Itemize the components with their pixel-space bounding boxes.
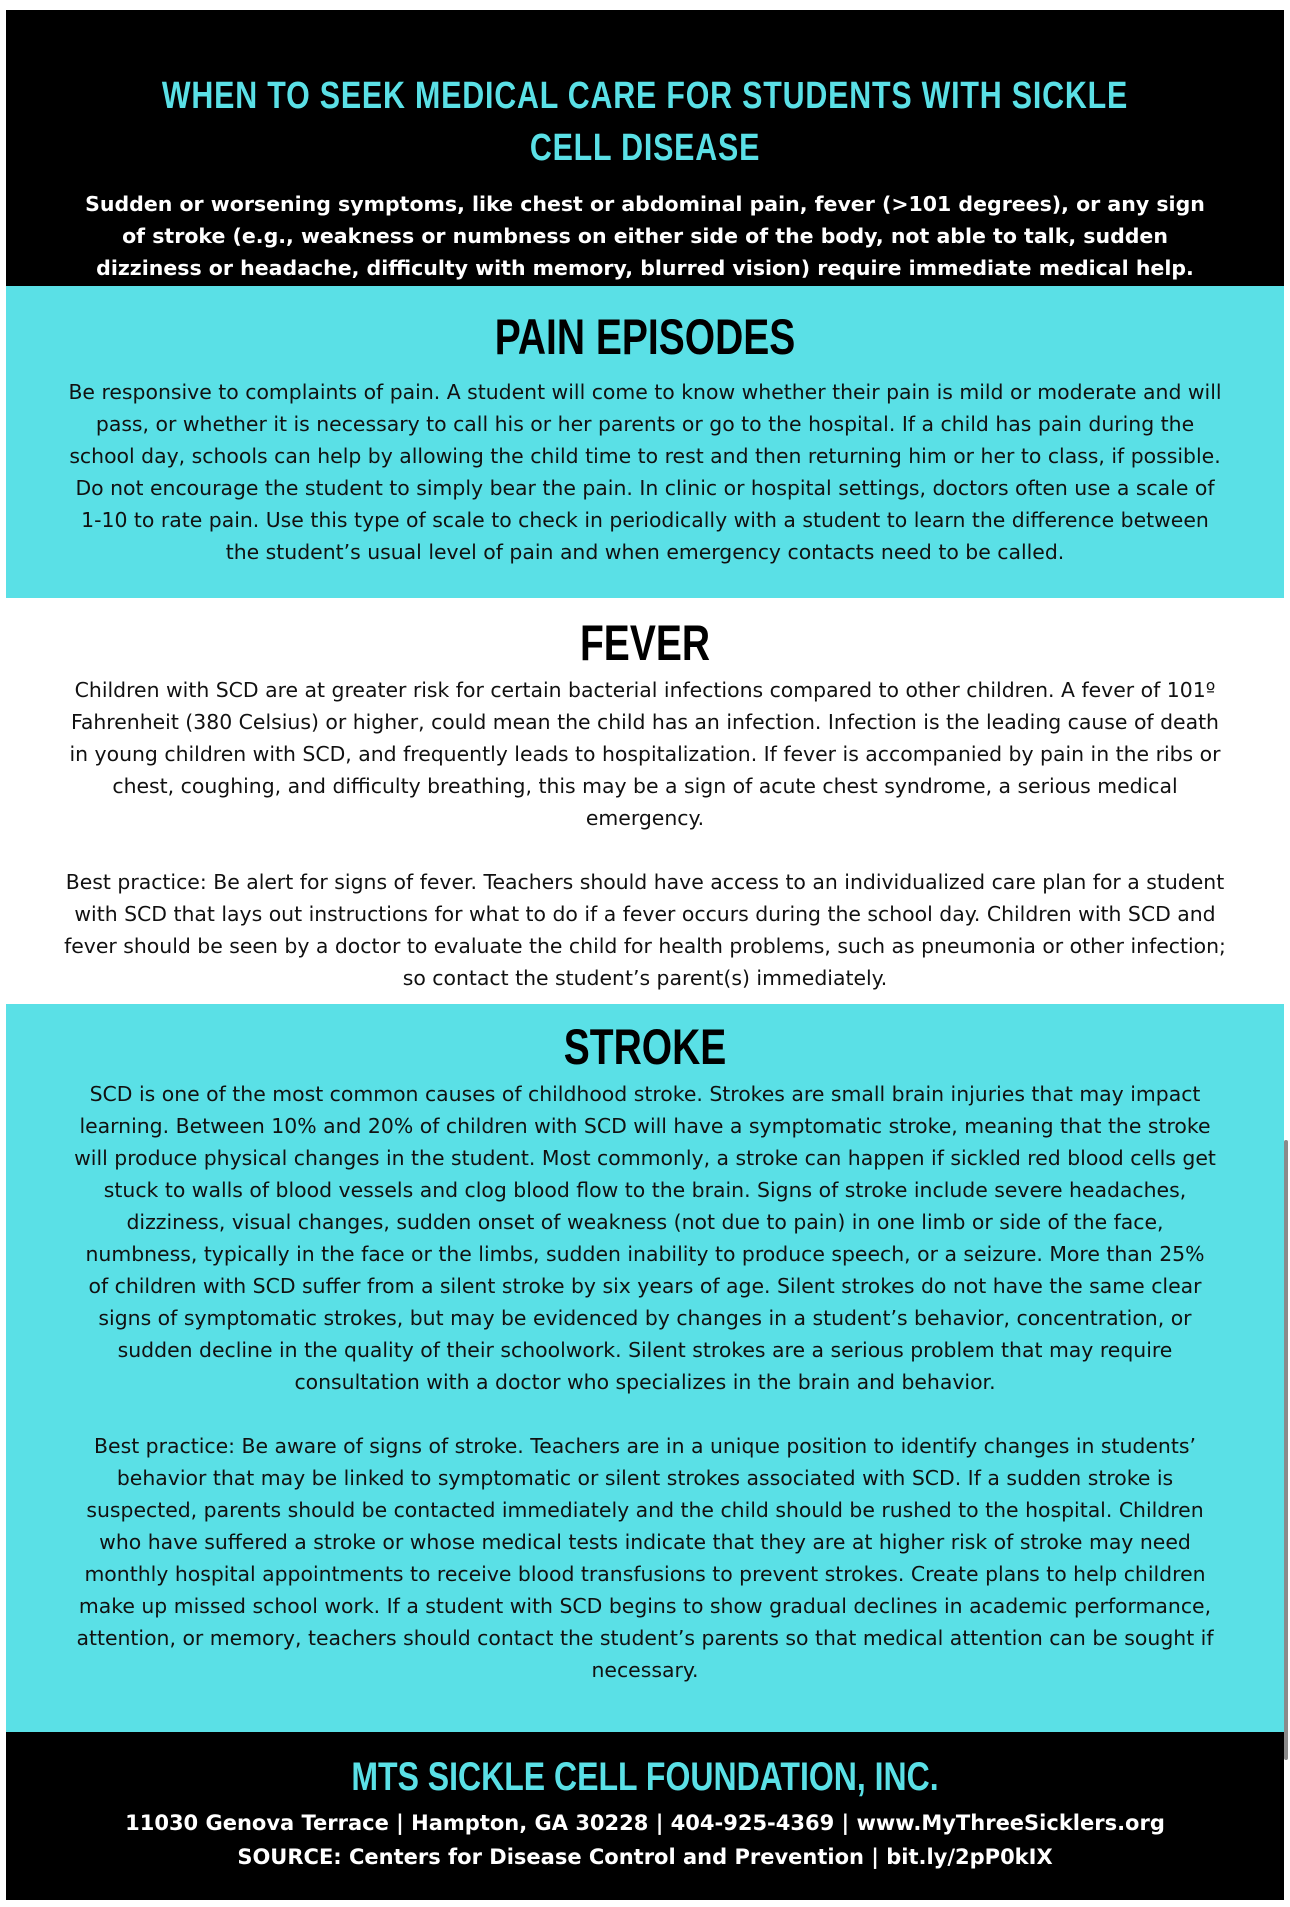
stroke-best-practice: Best practice: Be aware of signs of stroke. Teachers are in a unique position to identify changes in students’ behavior that may be linked to symptomatic or silent strokes associated with SCD. If a sudden stroke is suspected, parents should be contacted immediately and the child should be rushed to the hospital. Children who have suffered a stroke or whose medical tests indicate that they are at higher risk of stroke may need monthly hospital appointments to receive blood transfusions to prevent strokes. Create plans to help children make up missed school work. If a student with SCD begins to show gradual declines in academic performance, attention, or memory, teachers should contact the student’s parents so that medical attention can be sought if necessary. (76, 1434, 1214, 1682)
fever-section (6, 598, 1284, 1004)
header-section (6, 10, 1284, 286)
fever-text (6, 674, 1284, 994)
flyer-page (6, 10, 1284, 1900)
stroke-section (6, 1004, 1284, 1732)
pain-title: PAIN EPISODES (494, 309, 796, 365)
fever-title: FEVER (579, 615, 711, 671)
fever-best-practice: Best practice: Be alert for signs of fever. Teachers should have access to an individualized care plan for a student with SCD that lays out instructions for what to do if a fever occurs during the school day. Children with SCD and fever should be seen by a doctor to evaluate the child for health problems, such as pneumonia or other infection; so contact the student’s parent(s) immediately. (64, 870, 1226, 990)
footer-org-name: MTS SICKLE CELL FOUNDATION, INC. (351, 1755, 939, 1799)
footer-contact: 11030 Genova Terrace | Hampton, GA 30228 | 404-925-4369 | www.MyThreeSicklers.org (125, 1811, 1165, 1835)
pain-body: Be responsive to complaints of pain. A student will come to know whether their pain is mild or moderate and will pass, or whether it is necessary to call his or her parents or go to the hospital. If a child has pain during the school day, schools can help by allowing the child time to rest and then returning him or her to class, if possible. Do not encourage the student to simply bear the pain. In clinic or hospital settings, doctors often use a scale of 1-10 to rate pain. Use this type of scale to check in periodically with a student to learn the difference between the student’s usual level of pain and when emergency contacts need to be called. (68, 380, 1222, 564)
fever-body: Children with SCD are at greater risk for certain bacterial infections compared to other children. A fever of 101º Fahrenheit (380 Celsius) or higher, could mean the child has an infection. Infection is the leading cause of death in young children with SCD, and frequently leads to hospitalization. If fever is accompanied by pain in the ribs or chest, coughing, and difficulty breathing, this may be a sign of acute chest syndrome, a serious medical emergency. (69, 678, 1221, 830)
stroke-title: STROKE (563, 1019, 727, 1075)
stroke-body: SCD is one of the most common causes of childhood stroke. Strokes are small brain injuries that may impact learning. Between 10% and 20% of children with SCD will have a symptomatic stroke, meaning that the stroke will produce physical changes in the student. Most commonly, a stroke can happen if sickled red blood cells get stuck to walls of blood vessels and clog blood flow to the brain. Signs of stroke include severe headaches, dizziness, visual changes, sudden onset of weakness (not due to pain) in one limb or side of the face, numbness, typically in the face or the limbs, sudden inability to produce speech, or a seizure. More than 25% of children with SCD suffer from a silent stroke by six years of age. Silent strokes do not have the same clear signs of symptomatic strokes, but may be evidenced by changes in a student’s behavior, concentration, or sudden decline in the quality of their schoolwork. Silent strokes are a serious problem that may require consultation with a doctor who specializes in the brain and behavior. (74, 1082, 1216, 1394)
pain-section (6, 286, 1284, 598)
intro-text: Sudden or worsening symptoms, like chest or abdominal pain, fever (>101 degrees), or any sign of stroke (e.g., weakness or numbness on either side of the body, not able to talk, sudden dizziness or headache, difficulty with memory, blurred vision) require immediate medical help. (85, 192, 1205, 280)
scrollbar[interactable] (1284, 1140, 1288, 1760)
footer-section (6, 1732, 1284, 1900)
page-title: WHEN TO SEEK MEDICAL CARE FOR STUDENTS WITH SICKLE CELL DISEASE (161, 75, 1129, 169)
footer-source: SOURCE: Centers for Disease Control and Prevention | bit.ly/2pP0kIX (237, 1845, 1053, 1869)
stroke-text (6, 1078, 1284, 1686)
